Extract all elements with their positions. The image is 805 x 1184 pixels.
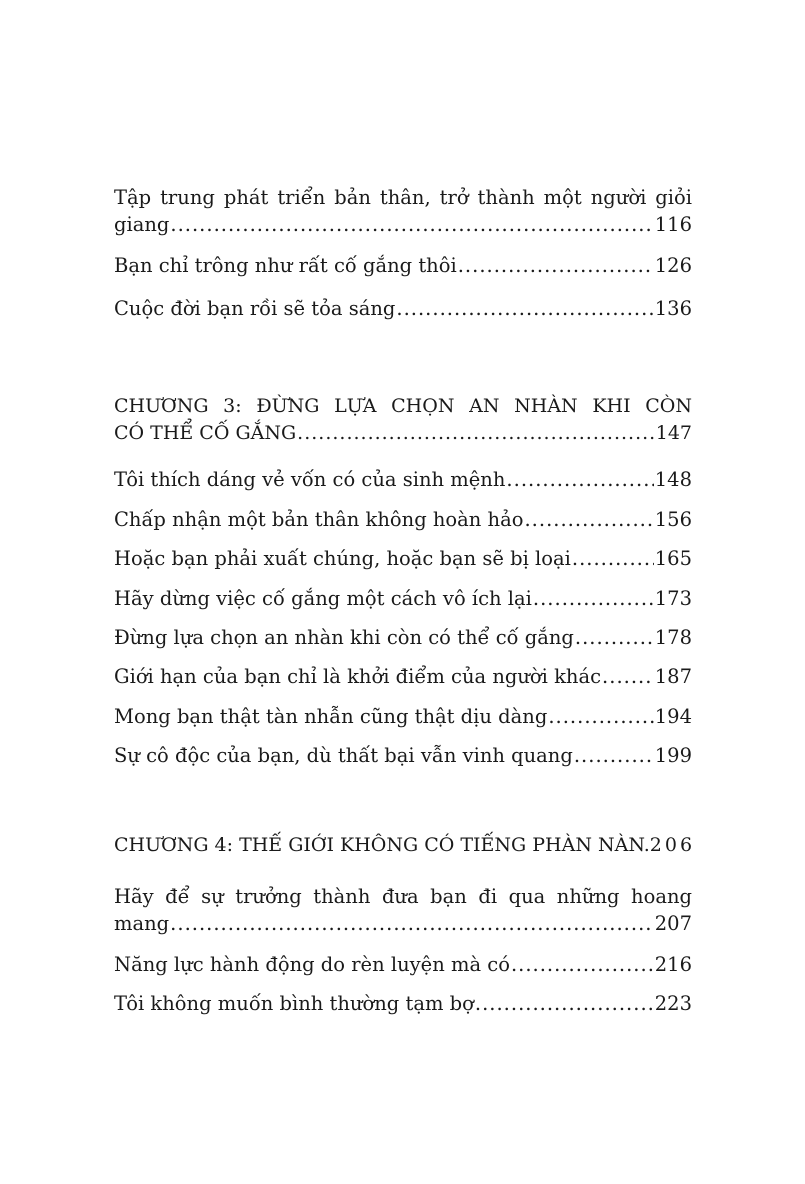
- chapter-heading[interactable]: [114, 832, 696, 859]
- toc-entry[interactable]: [114, 184, 692, 238]
- chapter-title: CÓ THỂ CỐ GẮNG: [114, 422, 297, 444]
- toc-entry-title: mang: [114, 912, 170, 935]
- chapter-heading[interactable]: [114, 393, 692, 447]
- toc-entry[interactable]: [114, 466, 692, 493]
- chapter-title: CHƯƠNG 4: THẾ GIỚI KHÔNG CÓ TIẾNG PHÀN NÀN.: [114, 834, 650, 856]
- toc-page-number: 173: [654, 587, 692, 610]
- toc-entry-title-line1: Hãy để sự trưởng thành đưa bạn đi qua những hoang: [114, 885, 692, 908]
- dot-leader: [396, 295, 653, 322]
- dot-leader: [524, 506, 653, 533]
- dot-leader: [533, 585, 654, 612]
- dot-leader: [548, 703, 653, 730]
- chapter-title-line1: CHƯƠNG 3: ĐỪNG LỰA CHỌN AN NHÀN KHI CÒN: [114, 395, 692, 417]
- toc-entry[interactable]: [114, 624, 692, 651]
- dot-leader: [574, 742, 654, 769]
- toc-entry-title: Mong bạn thật tàn nhẫn cũng thật dịu dàng: [114, 705, 548, 728]
- toc-page-number: 116: [654, 213, 692, 236]
- toc-page-number: 148: [654, 468, 692, 491]
- toc-entry-title: Cuộc đời bạn rồi sẽ tỏa sáng: [114, 297, 396, 320]
- toc-page-number: 178: [654, 626, 692, 649]
- toc-page-number: 207: [654, 912, 692, 935]
- toc-entry[interactable]: [114, 506, 692, 533]
- toc-entry-title: Bạn chỉ trông như rất cố gắng thôi: [114, 254, 457, 277]
- toc-entry[interactable]: [114, 703, 692, 730]
- toc-entry[interactable]: [114, 951, 692, 978]
- dot-leader: [572, 545, 654, 572]
- toc-entry-title: Sự cô độc của bạn, dù thất bại vẫn vinh quang: [114, 744, 573, 767]
- dot-leader: [170, 910, 654, 937]
- toc-entry-title: Hãy dừng việc cố gắng một cách vô ích lại: [114, 587, 532, 610]
- toc-page-number: 126: [654, 254, 692, 277]
- toc-entry-title: Năng lực hành động do rèn luyện mà có: [114, 953, 510, 976]
- toc-entry[interactable]: [114, 883, 692, 937]
- toc-page-number: 223: [654, 992, 692, 1015]
- toc-entry[interactable]: [114, 252, 692, 279]
- dot-leader: [170, 211, 653, 238]
- dot-leader: [475, 990, 654, 1017]
- toc-entry[interactable]: [114, 742, 692, 769]
- toc-entry-title-line1: Tập trung phát triển bản thân, trở thành một người giỏi: [114, 186, 692, 209]
- toc-entry[interactable]: [114, 585, 692, 612]
- dot-leader: [575, 624, 654, 651]
- toc-page-number: 156: [654, 508, 692, 531]
- toc-entry[interactable]: [114, 545, 692, 572]
- toc-entry-title: Hoặc bạn phải xuất chúng, hoặc bạn sẽ bị loại: [114, 547, 571, 570]
- toc-page-number: 206: [649, 834, 696, 856]
- toc-entry-title: giang: [114, 213, 170, 236]
- toc-page-number: 147: [655, 422, 692, 444]
- toc-page-number: 187: [654, 665, 692, 688]
- toc-entry-title: Tôi thích dáng vẻ vốn có của sinh mệnh: [114, 468, 506, 491]
- toc-entry-title: Tôi không muốn bình thường tạm bợ: [114, 992, 474, 1015]
- toc-entry[interactable]: [114, 295, 692, 322]
- toc-entry[interactable]: [114, 663, 692, 690]
- toc-page-number: 216: [654, 953, 692, 976]
- dot-leader: [602, 663, 654, 690]
- dot-leader: [511, 951, 654, 978]
- toc-page-number: 199: [654, 744, 692, 767]
- dot-leader: [458, 252, 654, 279]
- dot-leader: [297, 420, 655, 447]
- toc-entry-title: Giới hạn của bạn chỉ là khởi điểm của người khác: [114, 665, 602, 688]
- toc-page-number: 165: [654, 547, 692, 570]
- toc-entry-title: Chấp nhận một bản thân không hoàn hảo: [114, 508, 524, 531]
- toc-page-number: 194: [654, 705, 692, 728]
- toc-entry[interactable]: [114, 990, 692, 1017]
- toc-page-number: 136: [654, 297, 692, 320]
- toc-entry-title: Đừng lựa chọn an nhàn khi còn có thể cố gắng: [114, 626, 574, 649]
- dot-leader: [506, 466, 653, 493]
